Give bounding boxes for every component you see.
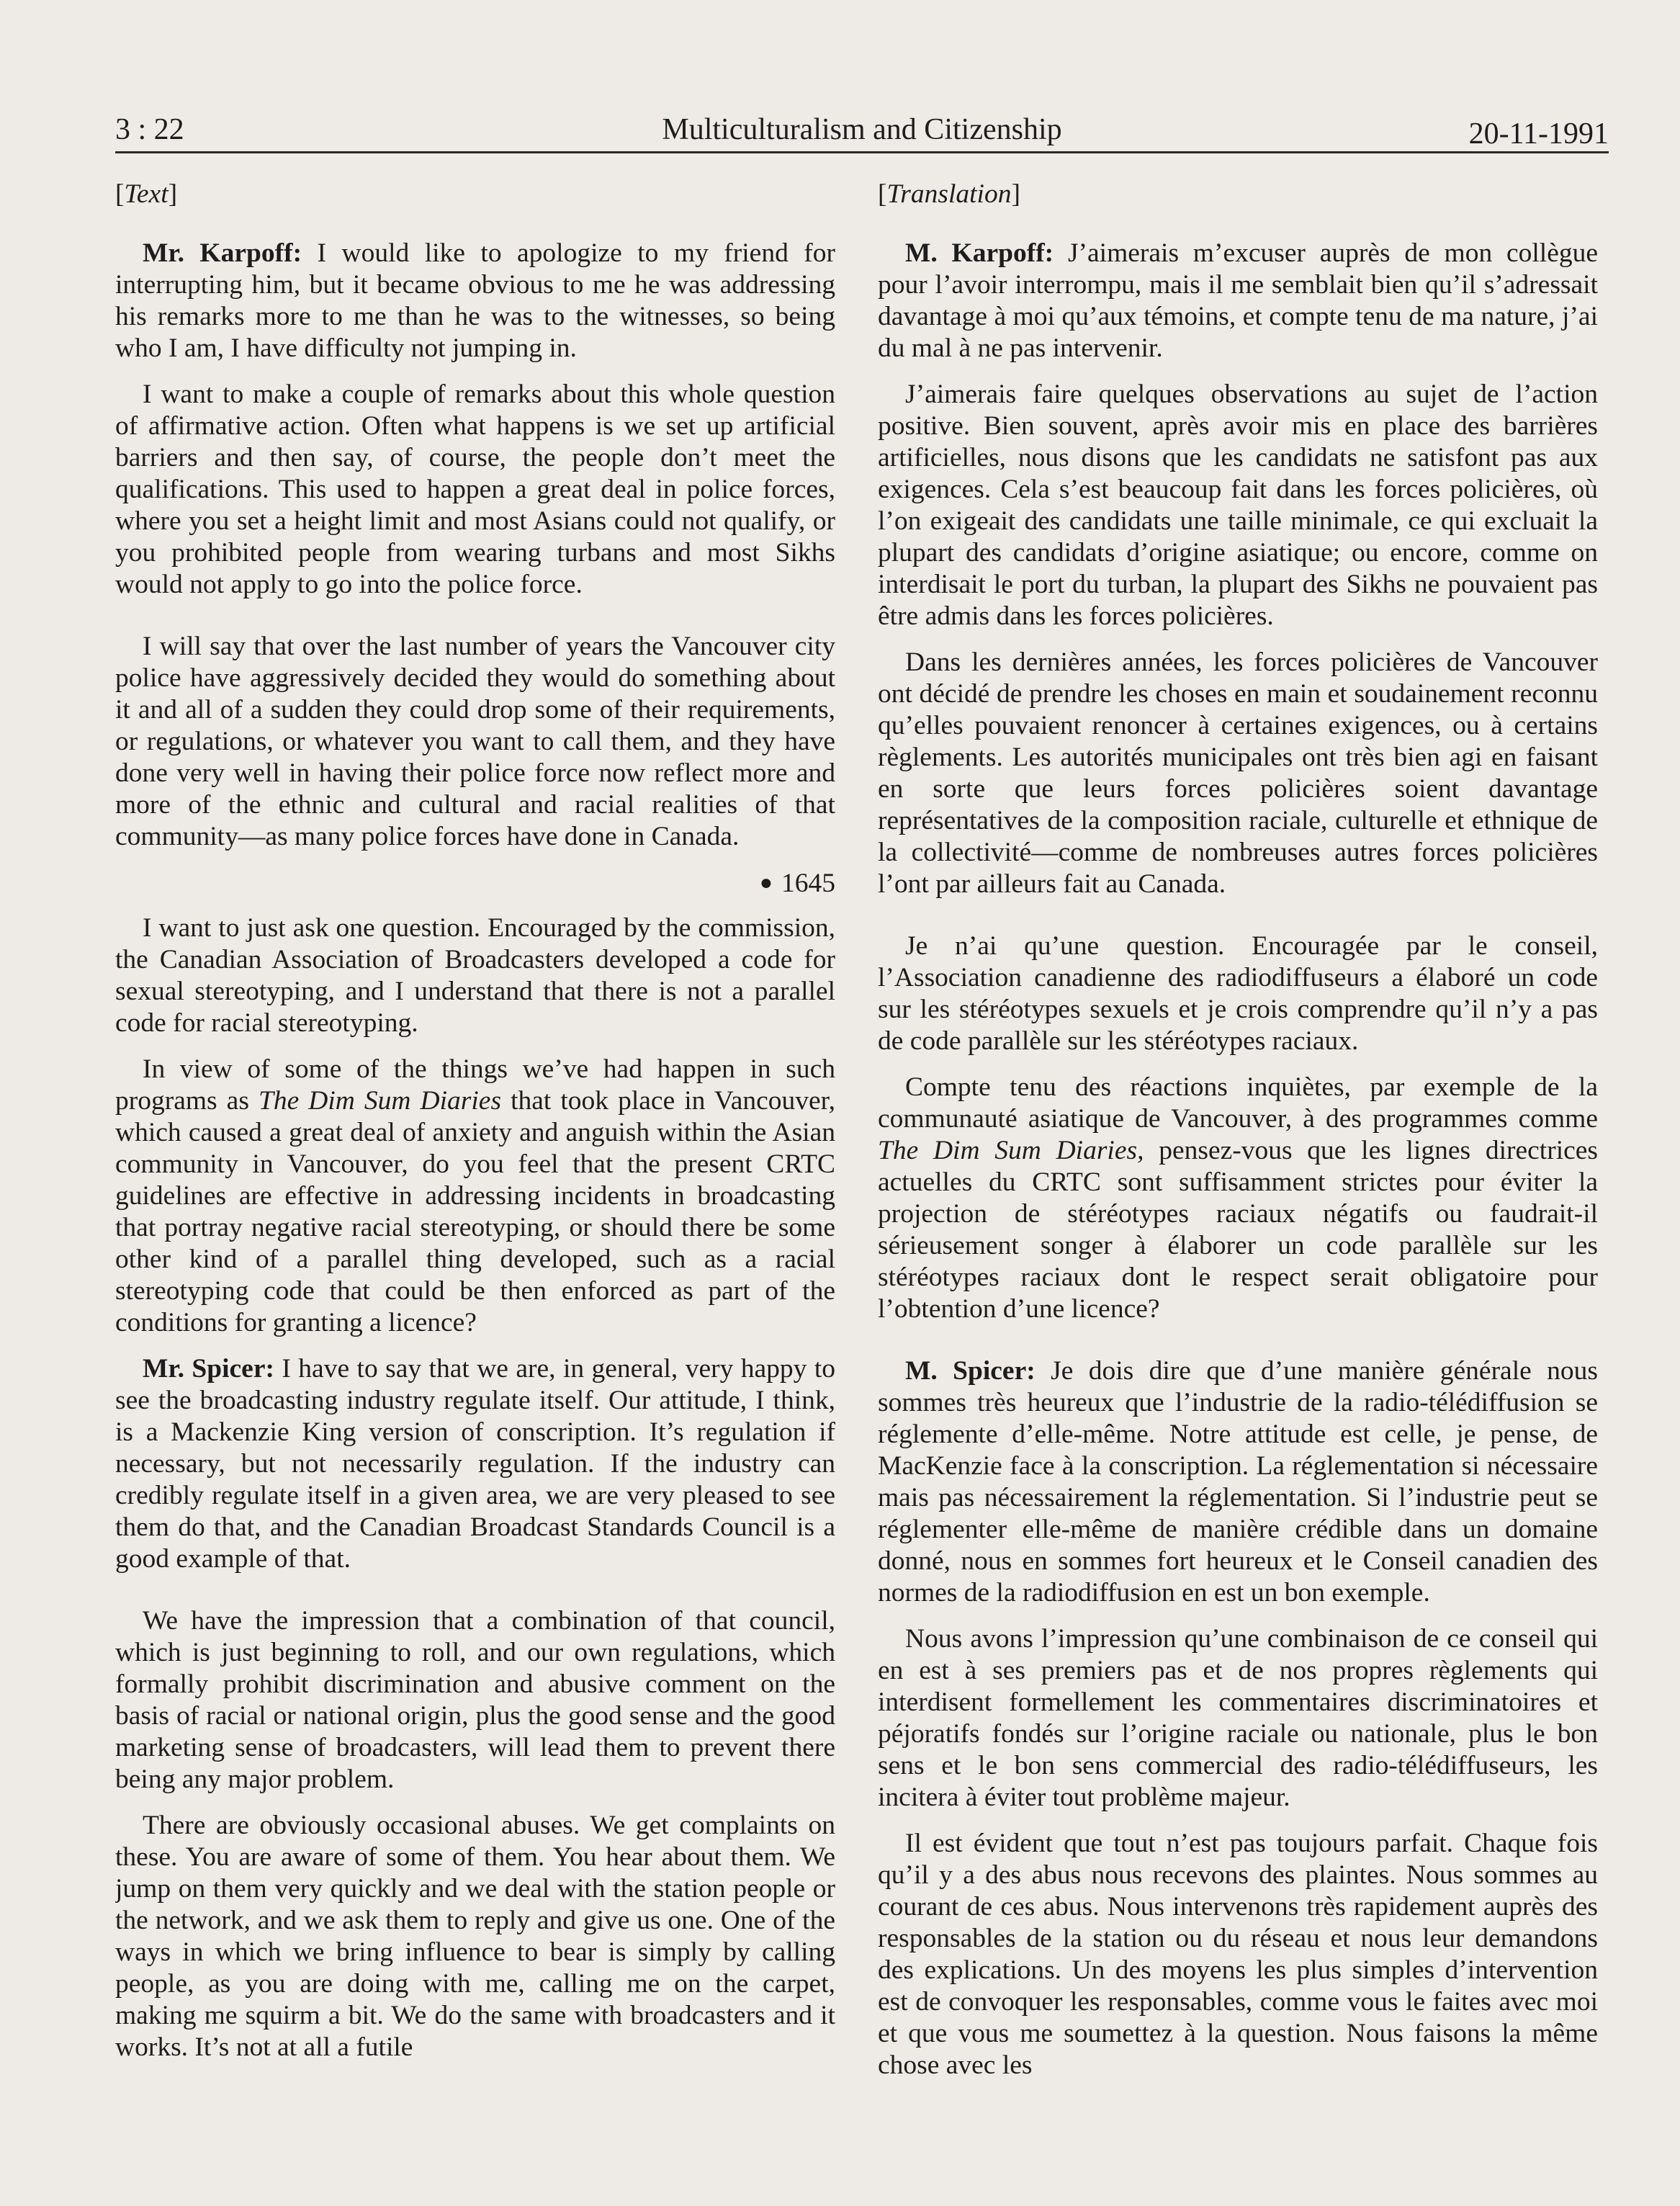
paragraph: In view of some of the things we’ve had happen in such programs as The Dim Sum Diaries that took place in Vancouver, which caused a great deal of anxiety and anguish within the Asian community in Vancouver, do you feel that the present CRTC guidelines are effective in addressing incidents in broadcasting that portray negative racial stereotyping, or should there be some other kind of a parallel thing developed, such as a racial stereotyping code that could be then enforced as part of the conditions for granting a licence? <box>115 1054 835 1337</box>
paragraph: Mr. Karpoff: I would like to apologize to my friend for interrupting him, but it became obvious to me he was addressing his remarks more to me than he was to the witnesses, so being who I am, I have difficulty not jumping in. <box>115 238 835 363</box>
paragraph: Mr. Spicer: I have to say that we are, in general, very happy to see the broadcasting industry regulate itself. Our attitude, I think, is a Mackenzie King version of conscription. It’s regulation if necessary, but not necessarily regulation. If the industry can credibly regulate itself in a given area, we are very pleased to see them do that, and the Canadian Broadcast Standards Council is a good example of that. <box>115 1354 835 1574</box>
english-column <box>115 179 835 2080</box>
program-title: The Dim Sum Diaries, <box>878 1136 1144 1165</box>
program-title: The Dim Sum Diaries <box>258 1086 502 1116</box>
paragraph: Je n’ai qu’une question. Encouragée par le conseil, l’Association canadienne des radiodiffuseurs a élaboré un code sur les stéréotypes sexuels et je crois comprendre qu’il n’y a pas de code parallèle sur les stéréotypes raciaux. <box>878 931 1598 1056</box>
paragraph: I will say that over the last number of years the Vancouver city police have aggressively decided they would do something about it and all of a sudden they could drop some of their requirements, or regulations, or whatever you want to call them, and they have done very well in having their police force now reflect more and more of the ethnic and cultural and racial realities of that community—as many police forces have done in Canada. <box>115 632 835 851</box>
paragraph: We have the impression that a combination of that council, which is just beginning to roll, and our own regulations, which formally prohibit discrimination and abusive comment on the basis of racial or national origin, plus the good sense and the good marketing sense of broadcasters, will lead them to prevent there being any major problem. <box>115 1606 835 1794</box>
session-date: 20-11-1991 <box>1468 117 1609 151</box>
french-column <box>878 179 1598 2080</box>
paragraph: Il est évident que tout n’est pas toujours parfait. Chaque fois qu’il y a des abus nous recevons des plaintes. Nous sommes au courant de ces abus. Nous intervenons très rapidement auprès des responsables de la station ou du réseau et nous leur demandons des explications. Un des moyens les plus simples d’intervention est de convoquer les responsables, comme vous le faites avec moi et que vous me soumettez à la question. Nous faisons la même chose avec les <box>878 1829 1598 2080</box>
column-label: [Translation] <box>878 179 1020 209</box>
speaker-name: Mr. Karpoff: <box>143 238 302 268</box>
paragraph: M. Spicer: Je dois dire que d’une manière générale nous sommes très heureux que l’industrie de la radio-télédiffusion se réglemente d’elle-même. Notre attitude est celle, je pense, de MacKenzie face à la conscription. La réglementation si nécessaire mais pas nécessairement la réglementation. Si l’industrie peut se réglementer elle-même de manière crédible dans un domaine donné, nous en sommes fort heureux et le Conseil canadien des normes de la radiodiffusion en est un bon exemple. <box>878 1356 1598 1608</box>
page-number: 3 : 22 <box>115 113 184 146</box>
column-label: [Text] <box>115 179 178 209</box>
speaker-name: M. Spicer: <box>905 1356 1036 1386</box>
speaker-name: Mr. Spicer: <box>143 1354 274 1384</box>
paragraph: J’aimerais faire quelques observations au sujet de l’action positive. Bien souvent, après avoir mis en place des barrières artificielles, nous disons que les candidats ne satisfont pas aux exigences. Cela s’est beaucoup fait dans les forces policières, où l’on exigeait des candidats une taille minimale, ce qui excluait la plupart des candidats d’origine asiatique; ou encore, comme on interdisait le port du turban, la plupart des Sikhs ne pouvaient pas être admis dans les forces policières. <box>878 380 1598 631</box>
paragraph: There are obviously occasional abuses. We get complaints on these. You are aware of some of them. You hear about them. We jump on them very quickly and we deal with the station people or the network, and we ask them to reply and give us one. One of the ways in which we bring influence to bear is simply by calling people, as you are doing with me, calling me on the carpet, making me squirm a bit. We do the same with broadcasters and it works. It’s not at all a futile <box>115 1811 835 2062</box>
paragraph: Nous avons l’impression qu’une combinaison de ce conseil qui en est à ses premiers pas et de nos propres règlements qui interdisent formellement les commentaires discriminatoires et péjoratifs fondés sur l’origine raciale ou nationale, plus le bon sens et le bon sens commercial des radio-télédiffuseurs, les incitera à éviter tout problème majeur. <box>878 1624 1598 1812</box>
paragraph: Compte tenu des réactions inquiètes, par exemple de la communauté asiatique de Vancouver, à des programmes comme The Dim Sum Diaries, pensez-vous que les lignes directrices actuelles du CRTC sont suffisamment strictes pour éviter la projection de stéréotypes raciaux négatifs ou faudrait-il sérieusement songer à élaborer un code parallèle sur les stéréotypes raciaux dont le respect serait obligatoire pour l’obtention d’une licence? <box>878 1072 1598 1324</box>
paragraph: M. Karpoff: J’aimerais m’excuser auprès de mon collègue pour l’avoir interrompu, mais il me semblait bien qu’il s’adressait davantage à moi qu’aux témoins, et compte tenu de ma nature, j’ai du mal à ne pas intervenir. <box>878 238 1598 363</box>
paragraph: Dans les dernières années, les forces policières de Vancouver ont décidé de prendre les choses en main et soudainement reconnu qu’elles pouvaient renoncer à certaines exigences, ou à certains règlements. Les autorités municipales ont très bien agi en faisant en sorte que leurs forces policières soient davantage représentatives de la composition raciale, culturelle et ethnique de la collectivité—comme de nombreuses autres forces policières l’ont par ailleurs fait au Canada. <box>878 647 1598 899</box>
time-marker: ● 1645 <box>759 869 835 898</box>
paragraph: I want to make a couple of remarks about this whole question of affirmative action. Often what happens is we set up artificial barriers and then say, of course, the people don’t meet the qualifications. This used to happen a great deal in police forces, where you set a height limit and most Asians could not qualify, or you prohibited people from wearing turbans and most Sikhs would not apply to go into the police force. <box>115 380 835 599</box>
paragraph: I want to just ask one question. Encouraged by the commission, the Canadian Association of Broadcasters developed a code for sexual stereotyping, and I understand that there is not a parallel code for racial stereotyping. <box>115 913 835 1038</box>
page-header <box>115 107 1609 153</box>
speaker-name: M. Karpoff: <box>905 238 1054 268</box>
publication-title: Multiculturalism and Citizenship <box>662 113 1062 146</box>
